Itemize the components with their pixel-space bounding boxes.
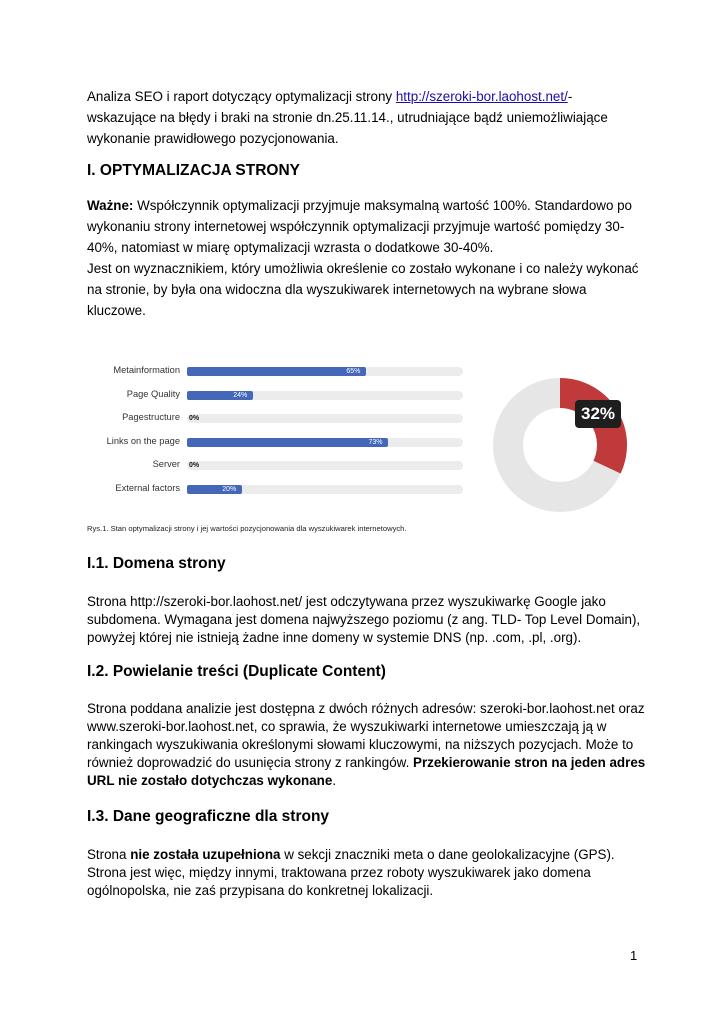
bar [187, 438, 388, 447]
bar-value-label: 65% [346, 368, 361, 375]
bar-category-label: Links on the page [106, 435, 180, 446]
bar [187, 367, 366, 376]
bar-row [90, 434, 470, 448]
section13-bold: nie została uzupełniona [130, 847, 281, 862]
intro-paragraph [87, 86, 647, 149]
bar-row [90, 387, 470, 401]
section13-text-after: w sekcji znaczniki meta o dane geolokalizacyjne (GPS). Strona jest więc, między innymi, traktowana przez roboty wyszukiwarek jako domena ogólnopolska, nie zaś przypisana do konkretnej lokalizacji. [87, 847, 615, 898]
bar-row [90, 457, 470, 471]
bar-category-label: Metainformation [113, 365, 180, 375]
section-heading-domena: I.1. Domena strony [87, 555, 226, 572]
overall-donut-chart [490, 375, 630, 515]
section12-paragraph [87, 700, 647, 790]
section-heading-optymalizacja: I. OPTYMALIZACJA STRONY [87, 162, 300, 179]
intro-line3: wykonanie prawidłowego pozycjonowania. [87, 131, 339, 146]
bar-value-label: 0% [189, 415, 200, 422]
bar-row [90, 481, 470, 495]
bar-value-label: 24% [233, 391, 248, 399]
important-label: Ważne: [87, 198, 134, 213]
bar-category-label: Server [152, 459, 180, 469]
intro-text: Analiza SEO i raport dotyczący optymalizacji strony [87, 89, 396, 104]
section1-paragraph [87, 195, 647, 321]
bar-category-label: External factors [115, 482, 180, 493]
page-number: 1 [630, 948, 638, 963]
bar-value-label: 20% [222, 485, 237, 493]
section-heading-geo: I.3. Dane geograficzne dla strony [87, 808, 330, 825]
section13-text-before: Strona [87, 847, 131, 862]
intro-dash: - [567, 89, 573, 104]
bar-row [90, 363, 470, 377]
bar-category-label: Page Quality [126, 388, 180, 399]
section12-end: . [332, 773, 337, 788]
bar-row [90, 410, 470, 424]
bar-track [187, 461, 463, 470]
intro-line2: wskazujące na błędy i braki na stronie dn.25.11.14., utrudniające bądź uniemożliwiające [87, 110, 608, 125]
section1-text2: Jest on wyznacznikiem, który umożliwia określenie co zostało wykonane i co należy wykonać na stronie, by była ona widoczna dla wyszukiwarek internetowych na wybrane słowa kluczowe. [87, 261, 639, 318]
bar-track [187, 367, 463, 376]
section-heading-duplicate: I.2. Powielanie treści (Duplicate Content) [87, 663, 386, 680]
section11-paragraph: Strona http://szeroki-bor.laohost.net/ jest odczytywana przez wyszukiwarkę Google jako subdomena. Wymagana jest domena najwyższego poziomu (z ang. TLD- Top Level Domain), powyżej której nie istnieją żadne inne domeny w systemie DNS (np. .com, .pl, .org). [87, 594, 641, 645]
bar-track [187, 391, 463, 400]
bar-category-label: Pagestructure [122, 412, 180, 422]
site-link[interactable]: http://szeroki-bor.laohost.net/ [395, 89, 568, 104]
figure-caption: Rys.1. Stan optymalizacji strony i jej wartości pozycjonowania dla wyszukiwarek internetowych. [87, 524, 407, 533]
section12-text: Strona poddana analizie jest dostępna z dwóch różnych adresów: szeroki-bor.laohost.net oraz www.szeroki-bor.laohost.net, co sprawia, że wyszukiwarki internetowe umieszczają ją w rankingach wyszukiwania określonymi słowami kluczowymi, na niższych pozycjach. Może to również doprowadzić do usunięcia strony z rankingów. [87, 701, 645, 770]
overall-percent-badge: 32% [575, 400, 621, 428]
section1-text: Współczynnik optymalizacji przyjmuje maksymalną wartość 100%. Standardowo po wykonaniu strony internetowej współczynnik optymalizacji przyjmuje wartość pomiędzy 30-40%, natomiast w miarę optymalizacji wzrasta o dodatkowe 30-40%. [87, 198, 633, 255]
bar-track [187, 438, 463, 447]
bar-track [187, 414, 463, 423]
bar-track [187, 485, 463, 494]
bar-value-label: 73% [368, 438, 383, 446]
optimization-chart [90, 360, 650, 520]
bar-value-label: 0% [189, 462, 200, 469]
section13-paragraph [87, 846, 647, 900]
section12-bold: Przekierowanie stron na jeden adres URL nie zostało dotychczas wykonane [87, 755, 646, 788]
